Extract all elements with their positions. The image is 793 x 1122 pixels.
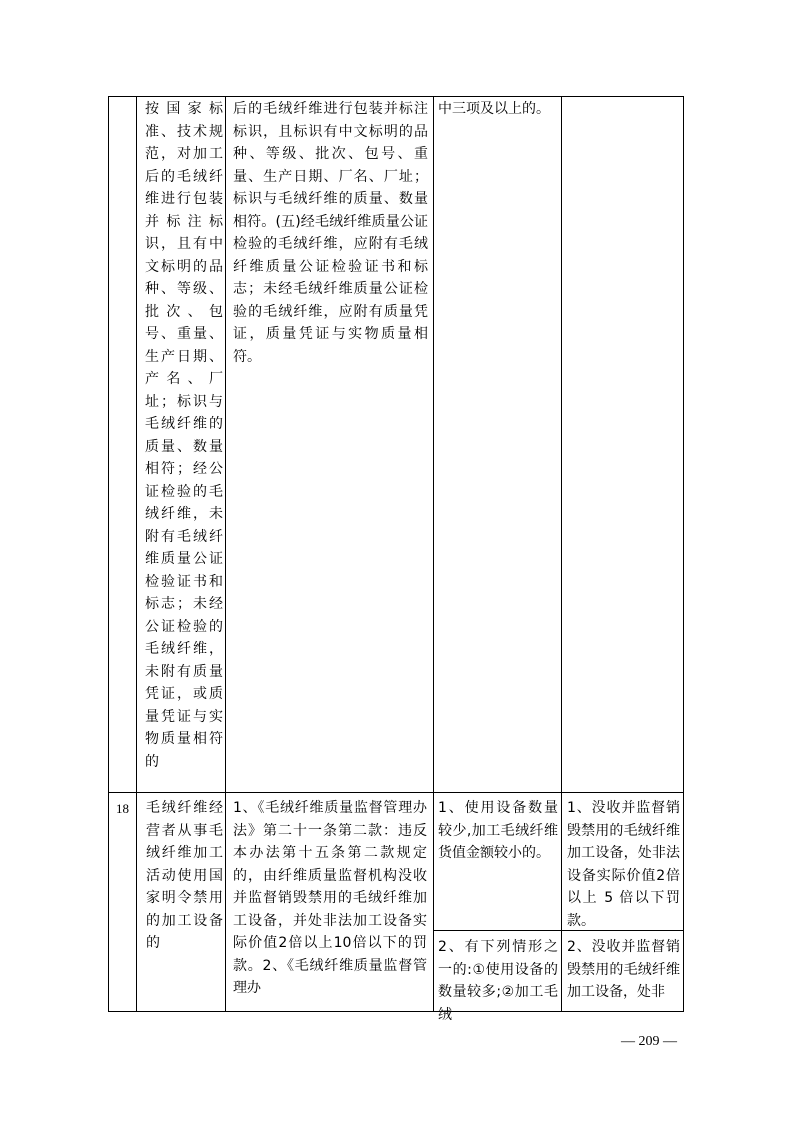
row2-violation-cell: 毛绒纤维经营者从事毛绒纤维加工活动使用国家明令禁用的加工设备的	[146, 800, 223, 951]
row2-penalty-2: 2、没收并监督销毁禁用的毛绒纤维加工设备，处非	[567, 939, 680, 1000]
row1-circumstance-cell: 中三项及以上的。	[438, 101, 550, 117]
row-divider	[108, 792, 684, 793]
table-top-border	[108, 96, 684, 97]
table-right-border	[683, 96, 684, 1012]
page-number: — 209 —	[621, 1034, 677, 1049]
row2-basis-cell: 1、《毛绒纤维质量监督管理办法》第二十一条第二款：违反本办法第十五条第二款规定的，由纤维质量监督机构没收并监督销毁禁用的毛绒纤维加工设备，并处非法加工设备实际价值2倍以上10倍以下的罚款。2、《毛绒纤维质量监督管理办	[233, 800, 427, 996]
table-bottom-border	[108, 1011, 684, 1012]
table-left-border	[108, 96, 109, 1012]
row2-circumstance-2: 2、有下列情形之一的:①使用设备的数量较多;②加工毛绒	[438, 939, 558, 1023]
column-divider	[136, 96, 137, 1012]
row2-penalty-1: 1、没收并监督销毁禁用的毛绒纤维加工设备，处非法设备实际价值2倍以上 5 倍以下罚款。	[567, 800, 680, 929]
regulation-table	[108, 96, 684, 1023]
row2-circumstance-1: 1、使用设备数量较少,加工毛绒纤维货值金额较小的。	[438, 800, 558, 861]
row2-number: 18	[116, 801, 129, 816]
column-divider	[561, 96, 562, 1012]
column-divider	[433, 96, 434, 1012]
row1-violation-cell: 按国家标准、技术规范，对加工后的毛绒纤维进行包装并标注标识，且有中文标明的品种、等级、批次、包号、重量、生产日期、产名、厂址；标识与毛绒纤维的质量、数量相符；经公证检验的毛绒纤维，未附有毛绒纤维质量公证检验证书和标志；未经公证检验的毛绒纤维，未附有质量凭证，或质量凭证与实物质量相符的	[145, 101, 223, 770]
row1-basis-cell: 后的毛绒纤维进行包装并标注标识，且标识有中文标明的品种、等级、批次、包号、重量、生产日期、厂名、厂址；标识与毛绒纤维的质量、数量相符。(五)经毛绒纤维质量公证检验的毛绒纤维，应附有毛绒纤维质量公证检验证书和标志；未经毛绒纤维质量公证检验的毛绒纤维，应附有质量凭证，质量凭证与实物质量相符。	[233, 101, 428, 365]
column-divider	[225, 96, 226, 1012]
